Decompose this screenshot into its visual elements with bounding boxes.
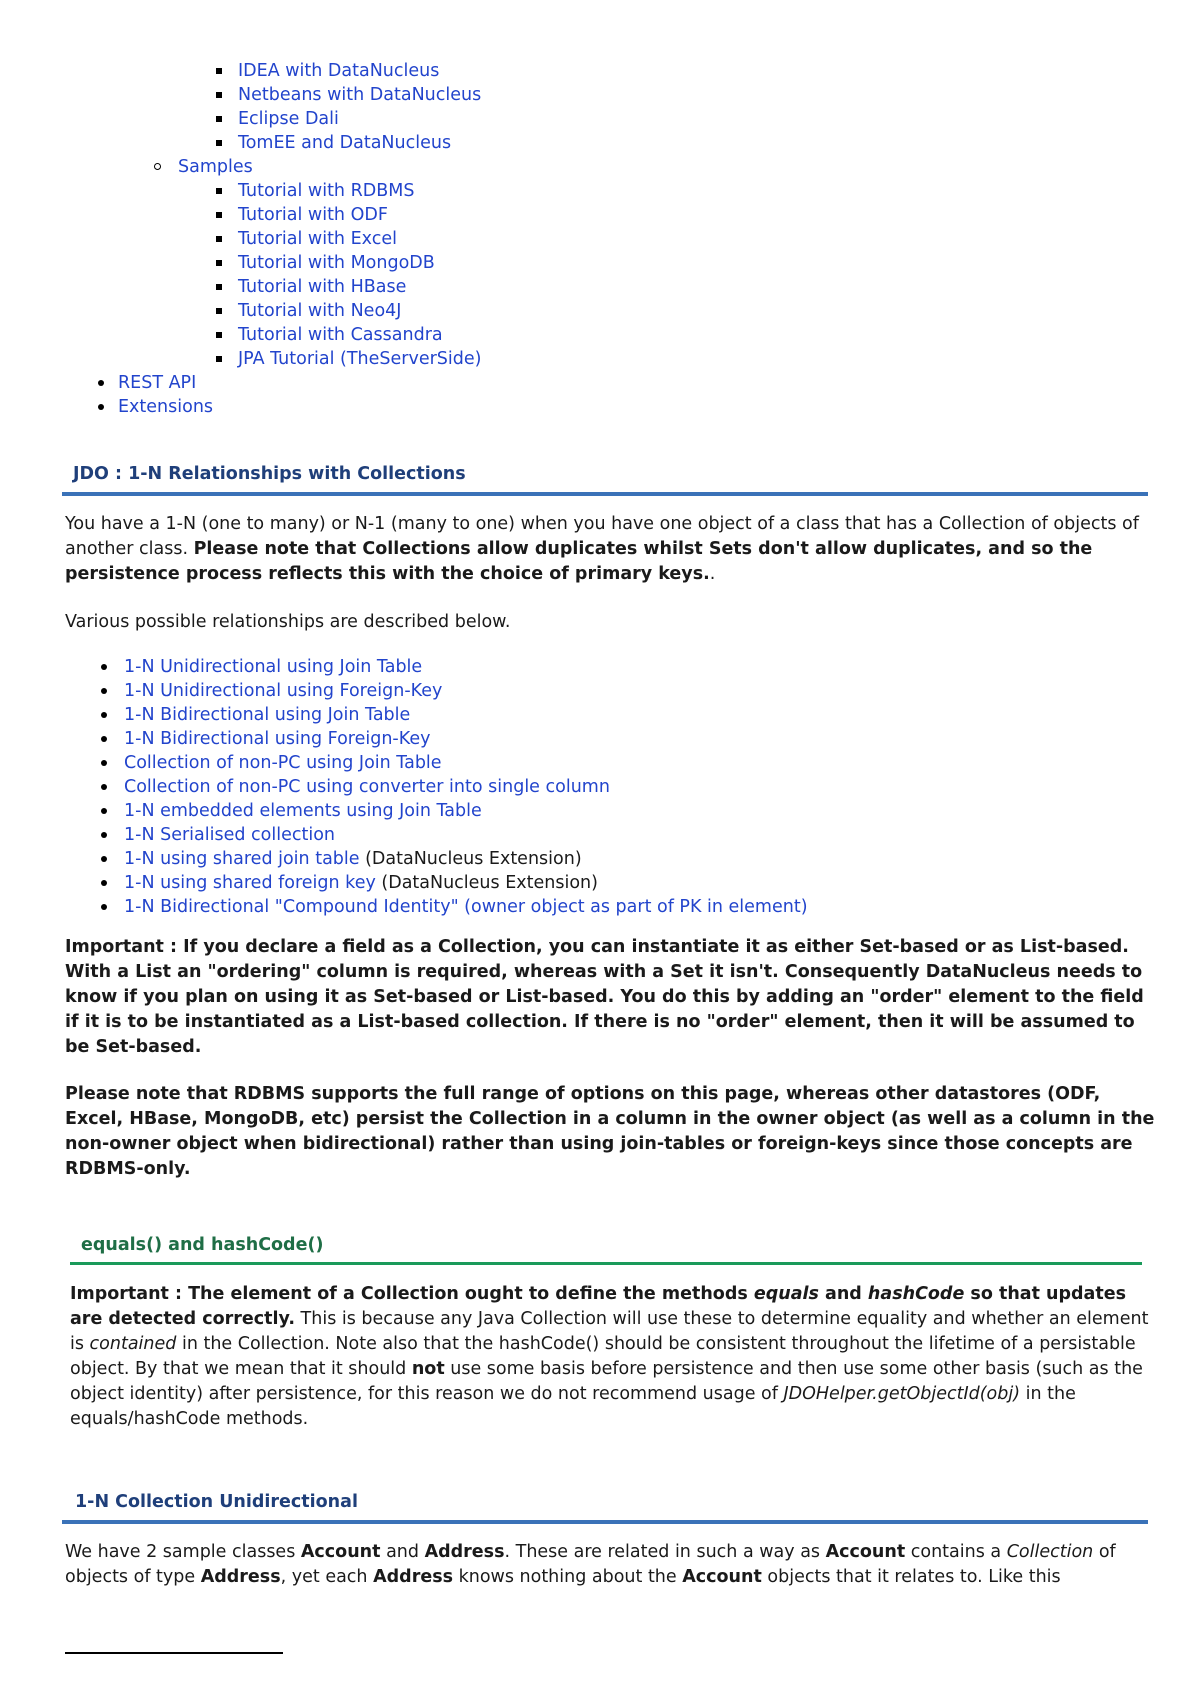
nav-item-tutorial-cassandra[interactable]: Tutorial with Cassandra: [0, 323, 1200, 347]
nav-item-tomee[interactable]: TomEE and DataNucleus: [0, 131, 1200, 155]
rdbms-note: Please note that RDBMS supports the full range of options on this page, whereas other datastores (ODF, Excel, HBase, MongoDB, etc) persist the Collection in a column in the owner object (as well as a column in the non-owner object when bidirectional) rather than using join-tables or foreign-keys since those concepts are RDBMS-only.: [65, 1084, 1155, 1179]
relationship-item[interactable]: 1-N Bidirectional "Compound Identity" (owner object as part of PK in element): [65, 895, 1155, 919]
nav-item-rest-api[interactable]: REST API: [0, 371, 1200, 395]
relationship-item[interactable]: 1-N Serialised collection: [65, 823, 1155, 847]
nav-item-netbeans[interactable]: Netbeans with DataNucleus: [0, 83, 1200, 107]
subsection-title: equals() and hashCode(): [81, 1235, 324, 1255]
nav-item-jpa-tutorial[interactable]: JPA Tutorial (TheServerSide): [0, 347, 1200, 371]
nav-item-tutorial-mongodb[interactable]: Tutorial with MongoDB: [0, 251, 1200, 275]
relationship-item[interactable]: 1-N using shared foreign key (DataNucleus Extension): [65, 871, 1155, 895]
nav-item-eclipse-dali[interactable]: Eclipse Dali: [0, 107, 1200, 131]
section-title: 1-N Collection Unidirectional: [75, 1492, 358, 1512]
relationship-item[interactable]: 1-N embedded elements using Join Table: [65, 799, 1155, 823]
nav-item-tutorial-odf[interactable]: Tutorial with ODF: [0, 203, 1200, 227]
relationship-item[interactable]: 1-N Bidirectional using Join Table: [65, 703, 1155, 727]
tools-list: [0, 59, 1200, 155]
equals-hashcode-note: Important : The element of a Collection ought to define the methods equals and hashCode so that updates are detected correctly. This is because any Java Collection will use these to determine equality and whether an element is contained in the Collection. Note also that the hashCode() should be consistent throughout the lifetime of a persistable object. By that we mean that it should not use some basis before persistence and then use some other basis (such as the object identity) after persistence, for this reason we do not recommend usage of JDOHelper.getObjectId(obj) in the equals/hashCode methods.: [70, 1284, 1149, 1429]
relationship-item[interactable]: 1-N Unidirectional using Foreign-Key: [65, 679, 1155, 703]
samples-list: [0, 179, 1200, 371]
section-title: JDO : 1-N Relationships with Collections: [73, 464, 466, 484]
relationships-list: [65, 655, 1155, 919]
navigation-tree: [0, 59, 1200, 419]
nav-item-extensions[interactable]: Extensions: [0, 395, 1200, 419]
nav-item-tutorial-excel[interactable]: Tutorial with Excel: [0, 227, 1200, 251]
top-level-list: [0, 371, 1200, 419]
heading-divider: [62, 1520, 1148, 1524]
nav-item-tutorial-hbase[interactable]: Tutorial with HBase: [0, 275, 1200, 299]
intro-paragraph: You have a 1-N (one to many) or N-1 (many to one) when you have one object of a class that has a Collection of objects of another class. Please note that Collections allow duplicates whilst Sets don't allow duplicates, and so the persistence process reflects this with the choice of primary keys..: [65, 514, 1139, 584]
subsection-divider: [70, 1262, 1142, 1265]
unidirectional-intro: We have 2 sample classes Account and Address. These are related in such a way as Account contains a Collection of objects of type Address, yet each Address knows nothing about the Account objects that it relates to. Like this: [65, 1542, 1116, 1587]
heading-divider: [62, 492, 1148, 496]
footnote-divider: [65, 1652, 283, 1654]
description-paragraph: Various possible relationships are described below.: [65, 612, 511, 632]
relationship-item[interactable]: Collection of non-PC using Join Table: [65, 751, 1155, 775]
samples-group: [0, 155, 1200, 179]
relationship-item[interactable]: 1-N using shared join table (DataNucleus Extension): [65, 847, 1155, 871]
nav-item-tutorial-rdbms[interactable]: Tutorial with RDBMS: [0, 179, 1200, 203]
important-note: Important : If you declare a field as a Collection, you can instantiate it as either Set-based or as List-based. With a List an "ordering" column is required, whereas with a Set it isn't. Consequently DataNucleus needs to know if you plan on using it as Set-based or List-based. You do this by adding an "order" element to the field if it is to be instantiated as a List-based collection. If there is no "order" element, then it will be assumed to be Set-based.: [65, 937, 1144, 1057]
relationship-item[interactable]: 1-N Bidirectional using Foreign-Key: [65, 727, 1155, 751]
nav-item-idea[interactable]: IDEA with DataNucleus: [0, 59, 1200, 83]
relationship-item[interactable]: 1-N Unidirectional using Join Table: [65, 655, 1155, 679]
relationship-item[interactable]: Collection of non-PC using converter into single column: [65, 775, 1155, 799]
nav-item-tutorial-neo4j[interactable]: Tutorial with Neo4J: [0, 299, 1200, 323]
nav-item-samples[interactable]: Samples: [0, 155, 1200, 179]
